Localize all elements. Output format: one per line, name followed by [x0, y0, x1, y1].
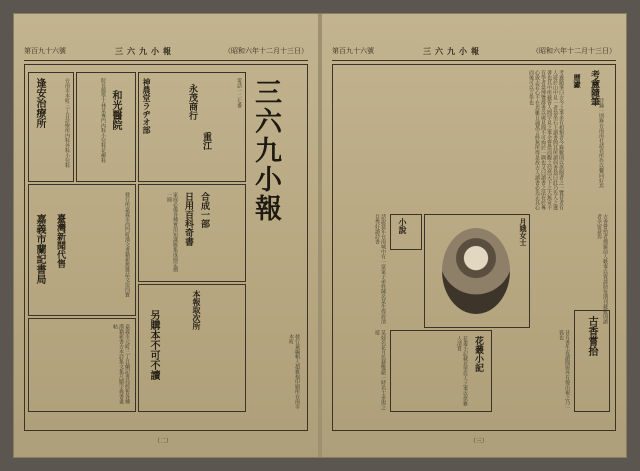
- middle-right-text: 古香嘗拾者搜羅前人軼事以資談助每期刊載數則讀者幸留意焉: [596, 214, 608, 324]
- book-ad-text: 家庭必備各種實用知識匯集成冊定價一圓: [166, 192, 178, 272]
- right-page-number: （三）: [470, 438, 489, 445]
- firm-ad-phone: 電話一二七番: [236, 78, 242, 108]
- flower-column-text: 花叢小記載北里佳人之事以供雅人清賞: [456, 336, 468, 406]
- lower-right-text: 昔有書生夜讀聞窗外有聲出視之乃一狐也: [558, 330, 570, 410]
- top-article-text: 考盦隨筆曰古今之事多有相類者今錄數則以供閱者之一覽昔者有人遊於山中見一老翁坐石上讀書問其所讀何書翁曰此乃先人之遺著也其中所載皆人間罕見之事余嘗借而觀之信然天下之大無奇不有學者當博覽群書以廣見聞不可拘於一隅也又曰讀書之法在於專心致志若心不在焉雖日誦萬言終無所得是故古人讀書必先正其心而後可以言學也: [528, 70, 564, 210]
- lower-left-text: 嘉義市元町三丁目蘭記書局經售各種漢籍新書古本詩集文集尺牘字典書畫帖: [112, 324, 130, 404]
- left-header-date: （昭和六年十二月十三日）: [224, 47, 308, 55]
- lower-left-article: 某妓名花月色藝雙絕一時名士多與之遊: [374, 330, 386, 410]
- left-page-number: （二）: [154, 438, 173, 445]
- agent-ad-title: 本報取次所: [192, 290, 202, 330]
- right-header-date: （昭和六年十二月十三日）: [532, 47, 616, 55]
- portrait-photo: [442, 228, 510, 314]
- top-right-text: 詩鐘一則錄台南南社諸君所作以饗同好焉: [598, 98, 604, 188]
- serial-label: 小說: [398, 218, 408, 234]
- right-header-name: 三六九小報: [423, 45, 483, 56]
- clinic-ad-title: 逢安治療所: [34, 78, 45, 128]
- right-header-issue: 第百九十六號: [332, 47, 374, 55]
- book-ad-title: 合成一部: [199, 192, 209, 228]
- clinic-ad-text: 台南市本町三丁目診療所内科外科小兒科: [64, 78, 70, 168]
- bookstore-ad-text: 發行所嘉義市西門町漢文書籍新舊雜誌文房四寶: [124, 192, 130, 297]
- flower-column-title: 花叢小記: [473, 336, 483, 372]
- left-page-header: [24, 42, 308, 61]
- book-ad-sub: 日用百科奇書: [183, 192, 193, 246]
- right-page: [322, 14, 626, 457]
- photo-caption: 月娥女士: [519, 218, 528, 246]
- right-page-header: [332, 42, 616, 61]
- ancient-column-title: 古香嘗拾: [586, 316, 597, 356]
- column-label: 曆讞: [573, 74, 582, 88]
- bookstore-ad-title: 嘉義市蘭記書局: [34, 214, 45, 284]
- hospital-ad-title: 和光醫院: [110, 90, 121, 130]
- left-header-issue: 第百九十六號: [24, 47, 66, 55]
- firm-ad-sub: 重江: [201, 132, 211, 150]
- left-page: [14, 14, 318, 457]
- serial-text: 話說當年台南城中有一富家子弟姓陳名某生得眉清目秀好讀詩書: [374, 214, 386, 324]
- column-title: 考盦隨筆: [589, 70, 599, 106]
- newspaper-sheet: [14, 14, 626, 457]
- masthead: 三六九小報: [250, 78, 281, 223]
- left-header-name: 三六九小報: [115, 45, 175, 56]
- hospital-ad-text: 院長醫學士林某專門內科小兒科花柳科: [100, 78, 106, 163]
- masthead-info-text: 發行兼編輯人趙雅福印刷所台南市本町: [288, 334, 300, 409]
- firm-ad-title: 永茂商行: [187, 84, 197, 120]
- newspaper-ad-title: 臺灣新聞代售: [55, 214, 65, 268]
- radio-ad-title: 神農堂ラヂオ部: [142, 78, 152, 134]
- notice-ad-title: 另購本不可不讀: [148, 310, 159, 380]
